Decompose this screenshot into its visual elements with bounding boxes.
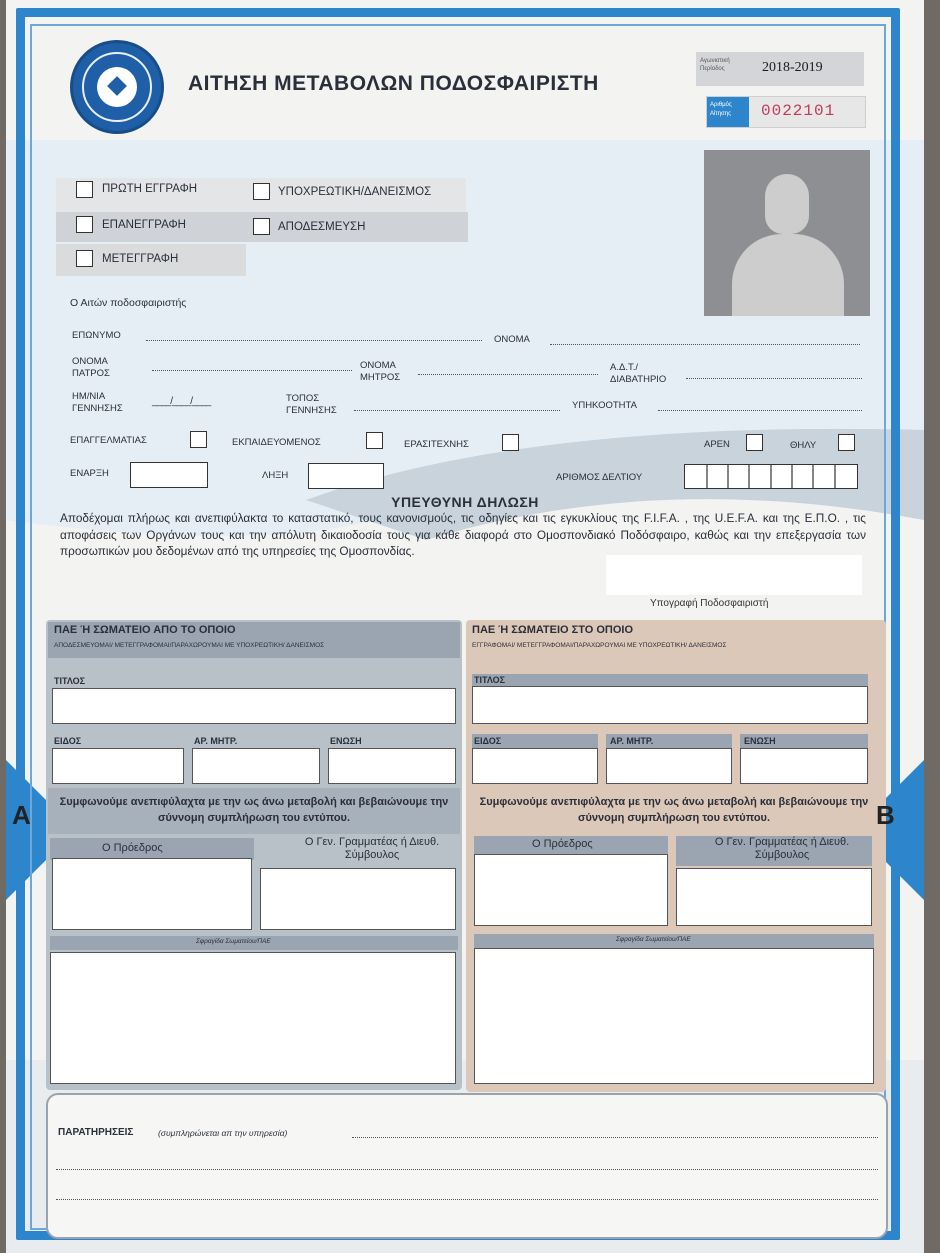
season-value: 2018-2019 (762, 60, 823, 75)
panel-b-subheading: ΕΓΓΡΑΦΟΜΑΙ/ ΜΕΤΕΓΓΡΑΦΟΜΑΙ/ΠΑΡΑΧΩΡΟΥΜΑΙ ΜΕ ΥΠΟΧΡΕΩΤΙΚΗ/ ΔΑΝΕΙΣΜΟΣ (472, 642, 727, 649)
panel-b-heading: ΠΑΕ Ή ΣΩΜΑΤΕΙΟ ΣΤΟ ΟΠΟΙΟ (472, 624, 634, 636)
panel-a-secretary-signature[interactable] (260, 868, 456, 930)
reregistration-label: ΕΠΑΝΕΓΓΡΑΦΗ (102, 219, 186, 231)
panel-b-stamp-field[interactable] (474, 948, 874, 1084)
start-field[interactable] (130, 462, 208, 488)
declaration-text: Αποδέχομαι πλήρως και ανεπιφύλακτα το καταστατικό, τους κανονισμούς, τις οδηγίες και τις εγκυκλίους της F.I.F.A. , της U.E.F.A. και της Ε.Π.Ο. , τις αποφάσεις των Οργάνων τους και την απόλυτη δικαιοδοσία τους για κάθε διαφορά στο Ομοσπονδιακό Ποδόσφαιρο, καθώς και την επεξεργασία των προσωπικών μου δεδομένων από της υπηρεσίες της Ομοσπονδίας. (60, 511, 866, 558)
panel-a-heading: ΠΑΕ Ή ΣΩΜΑΤΕΙΟ ΑΠΟ ΤΟ ΟΠΟΙΟ (54, 624, 236, 636)
remarks-line-3[interactable] (56, 1199, 878, 1200)
obligatory-loan-checkbox[interactable] (253, 183, 270, 200)
panel-b-agreement: Συμφωνούμε ανεπιφύλαχτα με την ως άνω μεταβολή και βεβαιώνουμε την σύννομη συμπλήρωση του εντύπου. (479, 796, 869, 824)
card-number-label: ΑΡΙΘΜΟΣ ΔΕΛΤΙΟΥ (556, 472, 643, 483)
start-label: ΕΝΑΡΞΗ (70, 468, 109, 479)
citizenship-label: ΥΠΗΚΟΟΤΗΤΑ (572, 400, 637, 411)
panel-a-agreement: Συμφωνούμε ανεπιφύλαχτα με την ως άνω μεταβολή και βεβαιώνουμε την σύννομη συμπλήρωση του εντύπου. (59, 796, 449, 824)
id-label-2: ΔΙΑΒΑΤΗΡΙΟ (610, 374, 667, 385)
panel-a-subheading: ΑΠΟΔΕΣΜΕΥΟΜΑΙ/ ΜΕΤΕΓΓΡΑΦΟΜΑΙ/ΠΑΡΑΧΩΡΟΥΜΑΙ ΜΕ ΥΠΟΧΡΕΩΤΙΚΗ/ ΔΑΝΕΙΣΜΟΣ (54, 642, 325, 649)
panel-a-president-signature[interactable] (52, 858, 252, 930)
panel-b-reg-label: ΑΡ. ΜΗΤΡ. (610, 736, 654, 746)
transfer-label: ΜΕΤΕΓΓΡΑΦΗ (102, 253, 179, 265)
application-number-box (706, 96, 866, 128)
declaration-title: ΥΠΕΥΘΥΝΗ ΔΗΛΩΣΗ (391, 494, 539, 510)
remarks-line-1[interactable] (352, 1137, 878, 1138)
panel-a-title-label: ΤΙΤΛΟΣ (54, 676, 85, 686)
female-checkbox[interactable] (838, 434, 855, 451)
football-icon (97, 67, 137, 107)
panel-b-secretary-signature[interactable] (676, 868, 872, 926)
application-number: 0022101 (761, 102, 836, 120)
remarks-box (46, 1093, 888, 1239)
panel-a-reg-field[interactable] (192, 748, 320, 784)
remarks-label: ΠΑΡΑΤΗΡΗΣΕΙΣ (58, 1127, 134, 1138)
form-sheet (6, 0, 924, 1253)
mother-name-field[interactable] (418, 374, 598, 375)
panel-b-president-label: Ο Πρόεδρος (532, 838, 593, 850)
pob-field[interactable] (354, 410, 560, 411)
father-label-1: ΟΝΟΜΑ (72, 356, 108, 367)
male-label: ΑΡΕΝ (704, 439, 730, 450)
card-number-field[interactable] (684, 464, 858, 489)
mother-label-1: ΟΝΟΜΑ (360, 360, 396, 371)
father-label-2: ΠΑΤΡΟΣ (72, 368, 110, 379)
panel-b (466, 620, 886, 1092)
name-label: ΟΝΟΜΑ (494, 334, 530, 345)
signature-label: Υπογραφή Ποδοσφαιριστή (650, 598, 769, 609)
panel-a-president-label: Ο Πρόεδρος (102, 842, 163, 854)
mother-label-2: ΜΗΤΡΟΣ (360, 372, 401, 383)
panel-a-stamp-field[interactable] (50, 952, 456, 1084)
panel-a-union-field[interactable] (328, 748, 456, 784)
reregistration-checkbox[interactable] (76, 216, 93, 233)
person-silhouette-icon (765, 174, 809, 234)
first-registration-checkbox[interactable] (76, 181, 93, 198)
panel-b-stamp-label: Σφραγίδα Σωματείου/ΠΑΕ (616, 936, 691, 943)
panel-a-union-label: ΕΝΩΣΗ (330, 736, 362, 746)
panel-a-title-field[interactable] (52, 688, 456, 724)
id-field[interactable] (686, 378, 862, 379)
season-label: Αγωνιστική Περίοδος (700, 58, 730, 72)
professional-label: ΕΠΑΓΓΕΛΜΑΤΙΑΣ (70, 435, 147, 446)
card-number-cells (685, 465, 857, 488)
amateur-checkbox[interactable] (502, 434, 519, 451)
photo-placeholder[interactable] (704, 150, 870, 316)
panel-b-reg-field[interactable] (606, 748, 732, 784)
trainee-checkbox[interactable] (366, 432, 383, 449)
panel-a-secretary-label: Ο Γεν. Γραμματέας ή Διευθ. Σύμβουλος (304, 836, 440, 861)
release-label: ΑΠΟΔΕΣΜΕΥΣΗ (278, 221, 366, 233)
obligatory-loan-label: ΥΠΟΧΡΕΩΤΙΚΗ/ΔΑΝΕΙΣΜΟΣ (278, 186, 432, 198)
panel-a-kind-label: ΕΙΔΟΣ (54, 736, 82, 746)
panel-b-secretary-label: Ο Γεν. Γραμματέας ή Διευθ. Σύμβουλος (714, 836, 850, 861)
first-registration-label: ΠΡΩΤΗ ΕΓΓΡΑΦΗ (102, 183, 198, 195)
id-label-1: Α.Δ.Τ./ (610, 362, 638, 373)
side-b-marker: B (876, 800, 895, 830)
pob-label-2: ΓΕΝΝΗΣΗΣ (286, 405, 337, 416)
federation-logo (70, 40, 164, 134)
panel-b-kind-label: ΕΙΔΟΣ (474, 736, 502, 746)
male-checkbox[interactable] (746, 434, 763, 451)
surname-label: ΕΠΩΝΥΜΟ (72, 330, 121, 341)
application-number-label: Αριθμός Αίτησης (707, 97, 749, 127)
form-title: ΑΙΤΗΣΗ ΜΕΤΑΒΟΛΩΝ ΠΟΔΟΣΦΑΙΡΙΣΤΗ (188, 72, 599, 95)
release-checkbox[interactable] (253, 218, 270, 235)
transfer-checkbox[interactable] (76, 250, 93, 267)
panel-b-kind-field[interactable] (472, 748, 598, 784)
signature-box[interactable] (606, 555, 862, 595)
panel-b-union-field[interactable] (740, 748, 868, 784)
amateur-label: ΕΡΑΣΙΤΕΧΝΗΣ (404, 439, 469, 450)
remarks-hint: (συμπληρώνεται απ την υπηρεσία) (158, 1128, 288, 1138)
panel-b-title-head (472, 674, 868, 686)
panel-a-stamp-label: Σφραγίδα Σωματείου/ΠΑΕ (196, 938, 271, 945)
panel-a (46, 620, 462, 1090)
trainee-label: ΕΚΠΑΙΔΕΥΟΜΕΝΟΣ (232, 437, 321, 448)
female-label: ΘΗΛΥ (790, 440, 817, 451)
season-box (696, 52, 864, 86)
panel-a-reg-label: ΑΡ. ΜΗΤΡ. (194, 736, 238, 746)
name-field[interactable] (550, 344, 860, 345)
end-field[interactable] (308, 463, 384, 489)
remarks-line-2[interactable] (56, 1169, 878, 1170)
side-a-marker: A (12, 800, 31, 830)
professional-checkbox[interactable] (190, 431, 207, 448)
dob-label-2: ΓΕΝΝΗΣΗΣ (72, 403, 123, 414)
panel-b-title-label: ΤΙΤΛΟΣ (474, 675, 505, 685)
panel-b-union-label: ΕΝΩΣΗ (744, 736, 776, 746)
citizenship-field[interactable] (658, 410, 862, 411)
surname-field[interactable] (146, 340, 482, 341)
panel-b-president-signature[interactable] (474, 854, 668, 926)
dob-field[interactable]: ____/____/____ (152, 396, 211, 407)
father-name-field[interactable] (152, 370, 352, 371)
panel-a-kind-field[interactable] (52, 748, 184, 784)
silhouette-body (732, 234, 844, 316)
dob-label-1: ΗΜ/ΝΙΑ (72, 391, 106, 402)
end-label: ΛΗΞΗ (262, 470, 289, 481)
pob-label-1: ΤΟΠΟΣ (286, 393, 320, 404)
panel-b-title-field[interactable] (472, 686, 868, 724)
applicant-intro: Ο Αιτών ποδοσφαιριστής (70, 297, 187, 309)
